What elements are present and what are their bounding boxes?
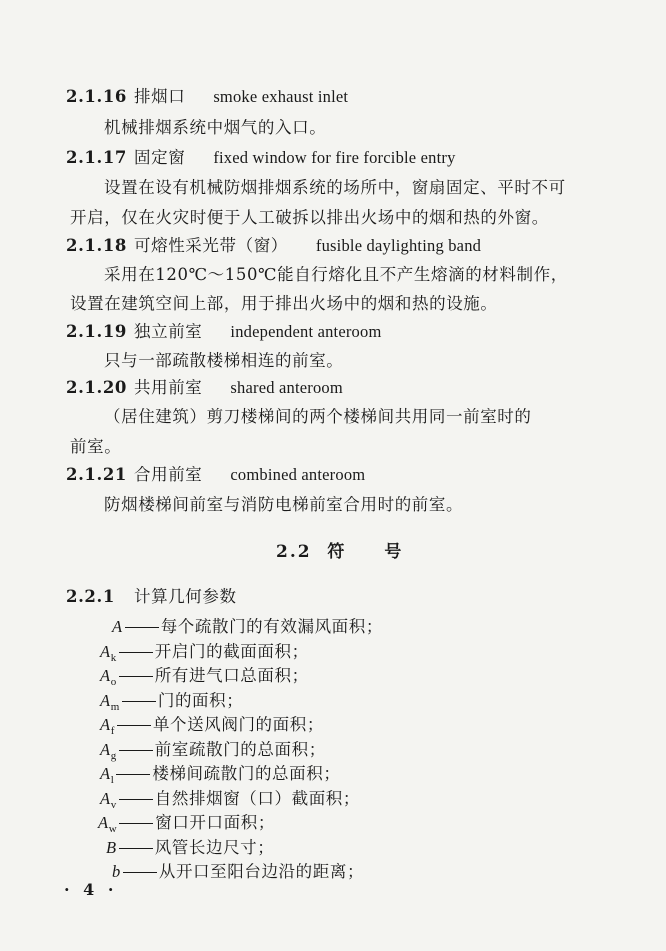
em-dash xyxy=(116,774,150,775)
term-heading xyxy=(66,235,481,257)
subsection-title: 计算几何参数 xyxy=(134,587,237,606)
term-zh: 固定窗 xyxy=(134,148,186,167)
term-number: 2.1.21 xyxy=(66,465,128,484)
symbol-subscript: m xyxy=(110,700,120,713)
term-number: 2.1.19 xyxy=(66,322,128,341)
term-heading xyxy=(66,86,348,108)
term-zh: 独立前室 xyxy=(134,322,203,341)
em-dash xyxy=(122,701,156,702)
symbol-description: 楼梯间疏散门的总面积； xyxy=(152,764,341,783)
em-dash xyxy=(119,799,153,800)
symbol-variable: A xyxy=(100,739,111,759)
term-heading xyxy=(66,464,365,486)
term-definition: 只与一部疏散楼梯相连的前室。 xyxy=(104,351,344,370)
symbol-subscript: g xyxy=(110,749,117,762)
term-en: smoke exhaust inlet xyxy=(213,87,349,106)
term-heading xyxy=(66,321,381,343)
term-definition: 防烟楼梯间前室与消防电梯前室合用时的前室。 xyxy=(104,495,464,514)
symbol-subscript: l xyxy=(110,774,115,786)
em-dash xyxy=(119,676,153,677)
symbol-variable: A xyxy=(100,641,111,661)
symbol-description: 开启门的截面面积； xyxy=(154,641,309,661)
symbol-description: 从开口至阳台边沿的距离； xyxy=(158,862,365,881)
symbol-description: 单个送风阀门的面积； xyxy=(152,715,324,734)
symbol-description: 自然排烟窗（口）截面积； xyxy=(154,788,360,808)
term-en: combined anteroom xyxy=(230,465,366,484)
term-zh: 共用前室 xyxy=(134,378,203,397)
term-number: 2.1.18 xyxy=(66,236,128,255)
subsection-number: 2.2.1 xyxy=(66,587,115,606)
symbol-variable: A xyxy=(98,813,109,832)
symbol-entry xyxy=(112,861,364,889)
section-heading xyxy=(276,541,403,563)
symbol-subscript: o xyxy=(110,676,117,688)
term-number: 2.1.20 xyxy=(66,378,128,397)
symbol-subscript: f xyxy=(110,725,115,737)
term-definition: 机械排烟系统中烟气的入口。 xyxy=(104,118,327,137)
term-number: 2.1.17 xyxy=(66,148,128,167)
symbol-variable: A xyxy=(100,788,111,808)
em-dash xyxy=(119,823,153,824)
section-title: 符 号 xyxy=(327,542,404,562)
symbol-description: 门的面积； xyxy=(157,690,244,710)
term-heading xyxy=(66,147,456,169)
symbol-subscript: k xyxy=(110,651,117,664)
symbol-variable: A xyxy=(100,715,111,734)
symbol-description: 前室疏散门的总面积； xyxy=(154,739,326,759)
symbol-variable: A xyxy=(100,690,111,710)
symbol-variable: b xyxy=(112,862,121,881)
em-dash xyxy=(125,627,159,628)
term-zh: 合用前室 xyxy=(134,465,203,484)
em-dash xyxy=(123,872,157,873)
symbol-description: 所有进气口总面积； xyxy=(154,666,309,685)
term-definition: 前室。 xyxy=(70,437,122,456)
em-dash xyxy=(119,848,153,849)
term-zh: 可熔性采光带（窗） xyxy=(134,236,288,255)
term-zh: 排烟口 xyxy=(134,87,186,106)
em-dash xyxy=(119,652,153,653)
term-en: fixed window for fire forcible entry xyxy=(213,148,456,167)
subsection-heading xyxy=(66,586,237,608)
symbol-variable: A xyxy=(100,666,111,685)
term-definition: 开启，仅在火灾时便于人工破拆以排出火场中的烟和热的外窗。 xyxy=(70,208,549,227)
em-dash xyxy=(119,750,153,751)
symbol-variable: A xyxy=(100,764,111,783)
term-en: shared anteroom xyxy=(230,378,343,397)
page-number: · 4 · xyxy=(64,880,118,899)
symbol-description: 窗口开口面积； xyxy=(155,813,275,832)
term-definition: 设置在建筑空间上部，用于排出火场中的烟和热的设施。 xyxy=(70,294,498,313)
symbol-description: 每个疏散门的有效漏风面积； xyxy=(160,617,383,636)
term-definition: （居住建筑）剪刀楼梯间的两个楼梯间共用同一前室时的 xyxy=(104,407,532,426)
section-number: 2.2 xyxy=(276,542,312,562)
symbol-variable: B xyxy=(106,837,117,857)
term-heading xyxy=(66,377,343,399)
term-definition: 设置在设有机械防烟排烟系统的场所中，窗扇固定、平时不可 xyxy=(104,178,566,197)
symbol-description: 风管长边尺寸； xyxy=(154,837,275,857)
symbol-variable: A xyxy=(112,617,123,636)
term-en: fusible daylighting band xyxy=(315,236,482,255)
term-definition: 采用在120℃～150℃能自行熔化且不产生熔滴的材料制作， xyxy=(104,265,568,284)
term-en: independent anteroom xyxy=(230,322,382,341)
symbol-subscript: w xyxy=(108,823,118,835)
term-number: 2.1.16 xyxy=(66,87,128,106)
symbol-subscript: v xyxy=(110,798,117,811)
em-dash xyxy=(117,725,151,726)
